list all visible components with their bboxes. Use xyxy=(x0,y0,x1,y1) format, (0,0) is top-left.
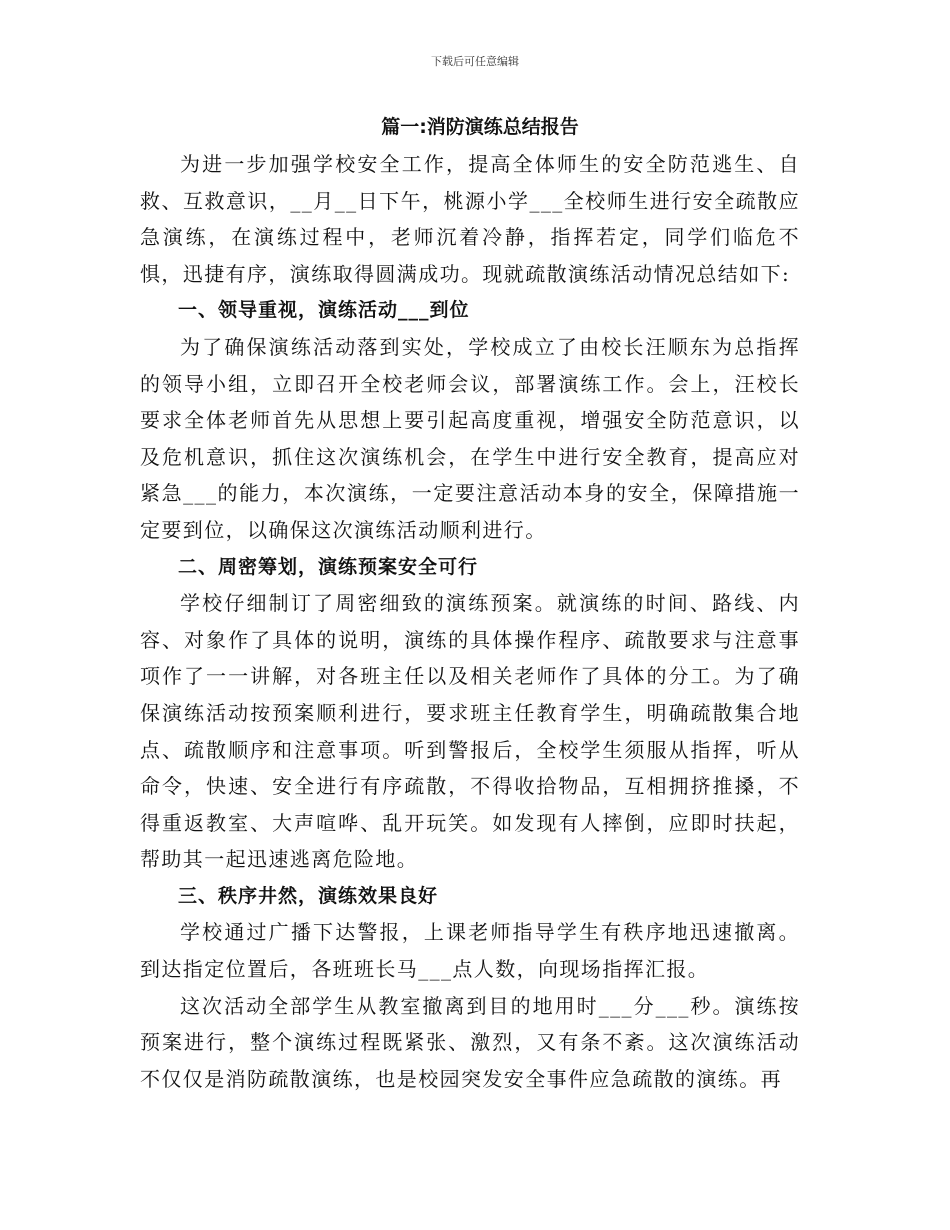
section-1-paragraph: 为了确保演练活动落到实处，学校成立了由校长汪顺东为总指挥的领导小组，立即召开全校老师会议，部署演练工作。会上，汪校长要求全体老师首先从思想上要引起高度重视，增强安全防范意识，以及危机意识，抓住这次演练机会，在学生中进行安全教育，提高应对紧急___的能力，本次演练，一定要注意活动本身的安全，保障措施一定要到位，以确保这次演练活动顺利进行。 xyxy=(140,334,800,542)
section-1-heading: 一、领导重视，演练活动___到位 xyxy=(178,299,470,322)
section-3-heading: 三、秩序井然，演练效果良好 xyxy=(178,884,439,907)
document-body xyxy=(140,108,800,1097)
section-3-paragraph-2: 这次活动全部学生从教室撤离到目的地用时___分___秒。演练按预案进行，整个演练过程既紧张、激烈，又有条不紊。这次演练活动不仅仅是消防疏散演练，也是校园突发安全事件应急疏散的演练。再 xyxy=(140,993,800,1091)
section-2-paragraph: 学校仔细制订了周密细致的演练预案。就演练的时间、路线、内容、对象作了具体的说明，演练的具体操作程序、疏散要求与注意事项作了一一讲解，对各班主任以及相关老师作了具体的分工。为了确保演练活动按预案顺利进行，要求班主任教育学生，明确疏散集合地点、疏散顺序和注意事项。听到警报后，全校学生须服从指挥，听从命令，快速、安全进行有序疏散，不得收拾物品，互相拥挤推搡，不得重返教室、大声喧哗、乱开玩笑。如发现有人摔倒，应即时扶起，帮助其一起迅速逃离危险地。 xyxy=(140,591,800,872)
document-title: 篇一:消防演练总结报告 xyxy=(381,116,579,138)
page-header-note: 下载后可任意编辑 xyxy=(431,55,519,68)
section-2-heading: 二、周密筹划，演练预案安全可行 xyxy=(178,555,479,578)
section-3-paragraph: 学校通过广播下达警报，上课老师指导学生有秩序地迅速撤离。到达指定位置后，各班班长马___点人数，向现场指挥汇报。 xyxy=(140,920,800,982)
intro-paragraph: 为进一步加强学校安全工作，提高全体师生的安全防范逃生、自救、互救意识，__月__日下午，桃源小学___全校师生进行安全疏散应急演练，在演练过程中，老师沉着冷静，指挥若定，同学们临危不惧，迅捷有序，演练取得圆满成功。现就疏散演练活动情况总结如下: xyxy=(140,152,800,286)
